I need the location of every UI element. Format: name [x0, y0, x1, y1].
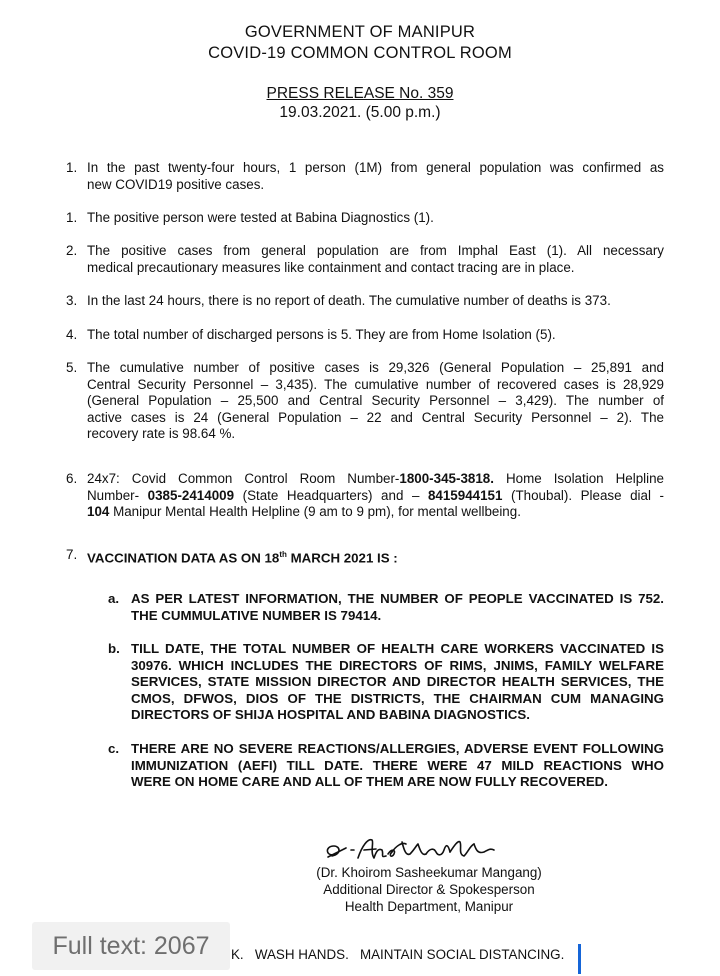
text-line: DIRECTORS OF SHIJA HOSPITAL AND BABINA DIAGNOSTICS. — [131, 707, 530, 722]
text-line: Central Security Personnel – 3,435). The cumulative number of recovered cases is 28,929 — [87, 376, 664, 392]
item-number: 1. — [66, 210, 78, 225]
text-segment: VACCINATION DATA AS ON 18 — [87, 550, 280, 566]
item-number: 2. — [66, 243, 78, 258]
text-line: The positive cases from general population are from Imphal East (1). All necessary — [87, 243, 664, 258]
govt-title: GOVERNMENT OF MANIPUR — [244, 23, 476, 41]
text-line: TILL DATE, THE TOTAL NUMBER OF HEALTH CARE WORKERS VACCINATED IS — [131, 641, 664, 656]
text-line — [87, 488, 664, 505]
signatory-department: Health Department, Manipur — [344, 899, 514, 914]
text-line: The cumulative number of positive cases is 29,326 (General Population – 25,891 and — [87, 360, 664, 375]
text-line: CMOS, DFWOS, DIOS OF THE DISTRICTS, THE CHAIRMAN CUM MANAGING — [131, 690, 664, 706]
item-text — [87, 471, 664, 521]
text-segment: Home Isolation Helpline — [493, 471, 664, 486]
text-line: The total number of discharged persons is 5. They are from Home Isolation (5). — [87, 327, 556, 342]
thoubal-helpline-number: 8415944151 — [427, 487, 503, 503]
mental-health-number: 104 — [87, 504, 110, 519]
release-header — [0, 84, 720, 122]
text-segment: 24x7: Covid Common Control Room Number- — [87, 471, 400, 486]
item-number: 1. — [66, 160, 78, 175]
text-line — [87, 471, 664, 488]
control-room-number: 1800-345-3818. — [399, 471, 494, 486]
item-number: c. — [108, 741, 120, 756]
text-cursor — [578, 944, 581, 974]
text-line: SERVICES, STATE MISSION DIRECTOR AND DIRECTOR HEALTH SERVICES, THE — [131, 674, 664, 689]
item-text — [87, 547, 664, 567]
item-text — [131, 741, 664, 791]
text-line: WERE ON HOME CARE AND ALL OF THEM ARE NOW FULLY RECOVERED. — [131, 774, 608, 789]
item-text — [87, 210, 664, 227]
release-date: 19.03.2021. (5.00 p.m.) — [279, 104, 441, 121]
text-line: IMMUNIZATION (AEFI) TILL DATE. THERE WERE 47 MILD REACTIONS WHO — [131, 757, 664, 773]
text-segment: Manipur Mental Health Helpline (9 am to 9 pm), for mental wellbeing. — [109, 504, 521, 519]
hq-helpline-number: 0385-2414009 — [147, 487, 235, 503]
text-segment: (Thoubal). Please dial - — [502, 487, 664, 503]
control-room-title: COVID-19 COMMON CONTROL ROOM — [208, 44, 512, 62]
item-text — [87, 293, 664, 310]
item-text — [131, 641, 664, 724]
text-line: 30976. WHICH INCLUDES THE DIRECTORS OF RIMS, JNIMS, FAMILY WELFARE — [131, 657, 664, 673]
text-line: recovery rate is 98.64 %. — [87, 426, 236, 441]
item-text — [131, 591, 664, 624]
full-text-badge[interactable]: Full text: 2067 — [32, 922, 230, 970]
text-line: THERE ARE NO SEVERE REACTIONS/ALLERGIES, ADVERSE EVENT FOLLOWING — [131, 741, 664, 756]
item-number: 7. — [66, 547, 78, 562]
text-segment: MARCH 2021 IS : — [286, 550, 398, 566]
text-line: The positive person were tested at Babina Diagnostics (1). — [87, 210, 434, 225]
text-segment: Number- — [87, 487, 148, 503]
item-text — [87, 360, 664, 443]
text-line: active cases is 24 (General Population – 22 and Central Security Personnel – 2). The — [87, 409, 664, 425]
signatory-title: Additional Director & Spokesperson — [323, 882, 535, 897]
item-number: 6. — [66, 471, 78, 486]
text-line: AS PER LATEST INFORMATION, THE NUMBER OF PEOPLE VACCINATED IS 752. — [131, 591, 664, 606]
text-line — [87, 504, 664, 521]
text-segment: (State Headquarters) and – — [234, 487, 428, 503]
item-text — [87, 160, 664, 193]
signature-image — [318, 832, 508, 864]
text-line: new COVID19 positive cases. — [87, 176, 265, 192]
item-number: b. — [108, 641, 120, 656]
ordinal-suffix: th — [279, 550, 287, 559]
item-number: 3. — [66, 293, 78, 308]
footer-slogan: K. WASH HANDS. MAINTAIN SOCIAL DISTANCING. — [231, 947, 565, 962]
signatory-name: (Dr. Khoirom Sasheekumar Mangang) — [316, 865, 542, 880]
item-number: a. — [108, 591, 120, 606]
item-text — [87, 327, 664, 344]
text-line: In the last 24 hours, there is no report of death. The cumulative number of deaths is 373. — [87, 293, 611, 308]
item-number: 4. — [66, 327, 78, 342]
document-header — [0, 22, 720, 64]
text-line: (General Population – 25,500 and Central Security Personnel – 3,429). The number of — [87, 393, 664, 408]
press-release-number: PRESS RELEASE No. 359 — [266, 85, 454, 102]
text-line: THE CUMMULATIVE NUMBER IS 79414. — [131, 607, 382, 623]
text-line: In the past twenty-four hours, 1 person (1M) from general population was confirmed as — [87, 160, 664, 175]
item-text — [87, 243, 664, 276]
item-number: 5. — [66, 360, 78, 375]
text-line: medical precautionary measures like containment and contact tracing are in place. — [87, 259, 575, 275]
